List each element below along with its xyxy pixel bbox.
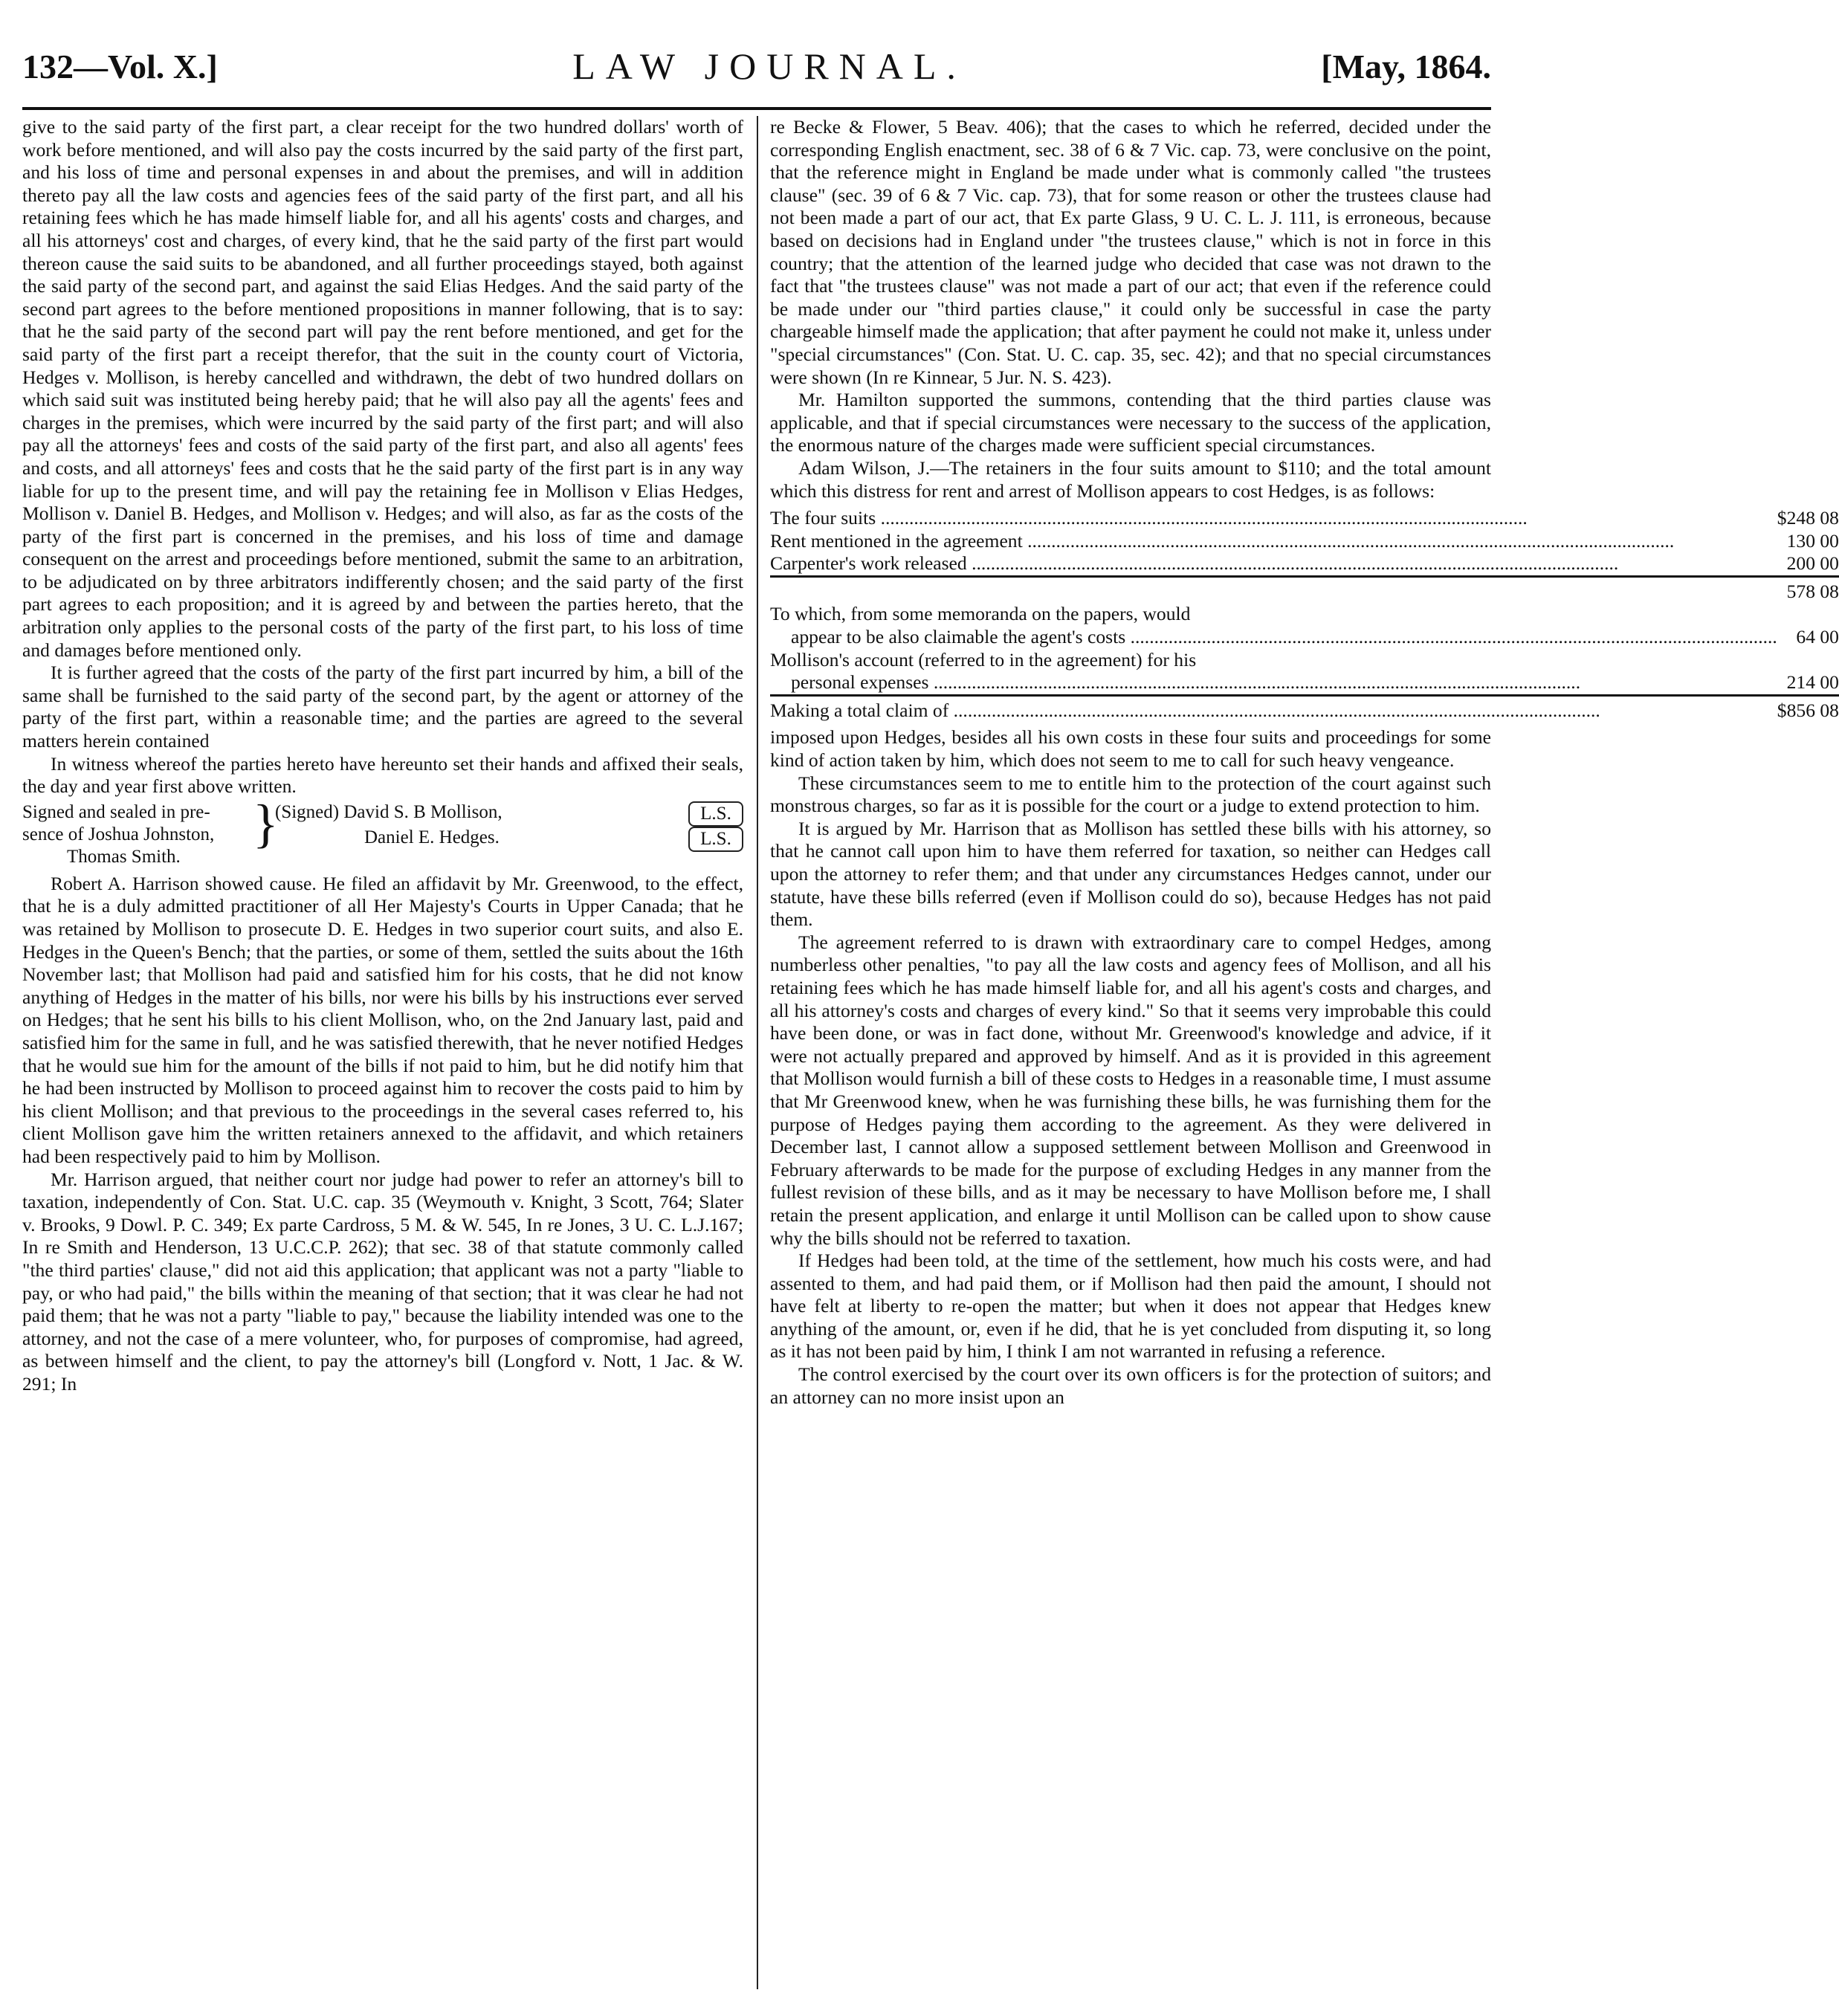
signature-witnesses: Signed and sealed in pre- sence of Joshua Johnston, Thomas Smith. (22, 801, 215, 867)
cost-table (770, 507, 1839, 722)
signature-signers: (Signed) David S. B Mollison, L.S. Daniel E. Hedges. L.S. (275, 801, 743, 868)
signature-block (22, 793, 743, 868)
journal-page (22, 33, 1839, 1995)
table-row: Rent mentioned in the agreement ..... 130 00 (770, 530, 1839, 553)
settlement-paragraph: If Hedges had been told, at the time of the settlement, how much his costs were, and had assented to them, and had paid them, or if Mollison had then paid the amount, I should not have felt at liberty to re-open the matter; but when it does not appear that Hedges knew anything of the amount, or, even if he did, that he is yet concluded from disputing it, so long as it has not been paid by him, I think I am not warranted in refusing a reference. (770, 1250, 1491, 1363)
table-row: Mollison's account (referred to in the agreement) for his (770, 648, 1197, 671)
harrison-argument-paragraph: It is argued by Mr. Harrison that as Mollison has settled these bills with his attorney, so that he cannot call upon him to have them referred for taxation, so neither can Hedges call upon the attorney to refer them; and that under any circumstances Hedges cannot, under our statute, have these bills referred (even if Mollison could do so), because Hedges has not paid them. (770, 817, 1491, 931)
agreement-analysis-paragraph: The agreement referred to is drawn with extraordinary care to compel Hedges, among numberless other penalties, "to pay all the law costs and agency fees of Mollison, and all his retaining fees which he has made himself liable for, and all his agent's costs and charges, and all his attorney's costs and charges of every kind." So that it seems very improbable this could have been done, or was in fact done, without Mr. Greenwood's knowledge and advice, if it were not actually prepared and approved by himself. And as it is provided in this agreement that Mollison would furnish a bill of these costs to Hedges in a reasonable time, I must assume that Mr Greenwood knew, when he was furnishing these bills, he was furnishing them for the purpose of Hedges paying them according to the agreement. As they were delivered in December last, I cannot allow a supposed settlement between Mollison and Greenwood in February afterwards to be made for the purpose of excluding Hedges in any manner from the fullest revision of these bills, and as it may be necessary to have Mollison before me, I shall retain the present application, and enlarge it until Mollison can be called upon to show cause why the bills should not be referred to taxation. (770, 931, 1491, 1249)
cause-paragraph: Robert A. Harrison showed cause. He filed an affidavit by Mr. Greenwood, to the effect, that he is a duly admitted practitioner of all Her Majesty's Courts in Upper Canada; that he was retained by Mollison to prosecute D. E. Hedges in two superior court suits, and also E. Hedges in the Queen's Bench; that the parties, or some of them, settled the suits about the 16th November last; that Mollison had paid and satisfied him for his costs, that he did not know anything of Hedges in the matter of his bills, nor were his bills by his instructions ever served on Hedges; that he sent his bills to his client Mollison, who, on the 2nd January last, paid and satisfied him for the same in full, and he was satisfied therewith, that he never notified Hedges that he would sue him for the amount of the bills if not paid to him, but he did notify him that he had been instructed by Mollison to proceed against him to recover the costs paid to him by his client Mollison; and that previous to the proceedings in the several cases referred to, his client Mollison gave him the written retainers annexed to the affidavit, and which retainers had been respectively paid to him by Mollison. (22, 872, 743, 1167)
protection-paragraph: These circumstances seem to me to entitle him to the protection of the court against such monstrous charges, so far as it is possible for the court or a judge to extend protection to him. (770, 772, 1491, 817)
brace-glyph: } (253, 793, 279, 853)
table-row: Carpenter's work released ..... 200 00 (770, 552, 1839, 576)
subtotal-row: 578 08 (770, 576, 1839, 603)
header-volume: 132—Vol. X.] (22, 47, 218, 85)
total-row: Making a total claim of ..... $856 08 (770, 695, 1839, 722)
control-paragraph: The control exercised by the court over its own officers is for the protection of suitors; and an attorney can no more insist upon an (770, 1363, 1491, 1408)
seal-mark: L.S. (688, 801, 743, 827)
vengeance-paragraph: imposed upon Hedges, besides all his own costs in these four suits and proceedings for some kind of action taken by him, which does not seem to me to call for such heavy vengeance. (770, 726, 1491, 772)
seal-mark: L.S. (688, 827, 743, 852)
header-journal-title: LAW JOURNAL. (572, 45, 966, 87)
table-row: To which, from some memoranda on the papers, would (770, 603, 1191, 625)
witness-paragraph: In witness whereof the parties hereto have hereunto set their hands and affixed their seals, the day and year first above written. (22, 752, 743, 798)
agreement-costs-paragraph: It is further agreed that the costs of the party of the first part incurred by him, a bill of the same shall be furnished to the said party of the second part, by the agent or attorney of the party of the first part, within a reasonable time; and the parties are agreed to the several matters herein contained (22, 662, 743, 752)
table-row: personal expenses ..... 214 00 (770, 671, 1839, 695)
hamilton-paragraph: Mr. Hamilton supported the summons, contending that the third parties clause was applicable, and that if special circumstances were necessary to the success of the application, the enormous nature of the charges made were sufficient special circumstances. (770, 389, 1491, 456)
agreement-paragraph: give to the said party of the first part, a clear receipt for the two hundred dollars' worth of work before mentioned, and will also pay the costs incurred by the said party of the first part, and his loss of time and personal expenses in and about the premises, and will in addition thereto pay all the law costs and agencies fees of the said party of the first part, and all his retaining fees which he has made himself liable for, and all his agents' costs and charges, and all his attorneys' cost and charges, of every kind, that he the said party of the first part would thereon cause the said suits to be abandoned, and all further proceedings stayed, both against the said party of the second part, and against the said Elias Hedges. And the said party of the second part agrees to the before mentioned propositions in manner following, that is to say: that he the said party of the second part will pay the rent before mentioned, and get for the said party of the first part a receipt therefor, that the suit in the county court of Victoria, Hedges v. Mollison, is hereby cancelled and withdrawn, the debt of two hundred dollars on which said suit was instituted being hereby paid; that he will also pay all the agents' fees and charges in the premises, which were incurred by the said party of the first part; and will also pay all the attorneys' fees and costs of the said party of the first part, and also all agents' fees and costs, and all attorneys' fees and costs that he the said party of the first part is in any way liable for up to the present time, and will pay the retaining fee in Mollison v Elias Hedges, Mollison v. Daniel B. Hedges, and Mollison v. Hedges; and will also, as far as the costs of the party of the first part is concerned in the premises, and his loss of time and damage consequent on the arrest and proceedings before mentioned, submit the same to an arbitration, to be adjudicated on by three arbitrators indifferently chosen; and the said party of the first part agrees to each proposition; and it is agreed by and between the parties hereto, that the arbitration only applies to the personal costs of the party of the first part, to his loss of time and damages before mentioned only. (22, 116, 743, 661)
page-header (22, 33, 1491, 100)
table-row: The four suits ..... $248 08 (770, 507, 1839, 530)
argument-continued-paragraph: re Becke & Flower, 5 Beav. 406); that the cases to which he referred, decided under the corresponding English enactment, sec. 38 of 6 & 7 Vic. cap. 73, were conclusive on the point, that the reference might in England be made under what is commonly called "the trustees clause" (sec. 39 of 6 & 7 Vic. cap. 73), that for some reason or other the trustees clause had not been made a part of our act, that Ex parte Glass, 9 U. C. L. J. 111, is erroneous, because based on decisions had in England under "the trustees clause," which is not in force in this country; that the attention of the learned judge who decided that case was not drawn to the fact that "the trustees clause" was not made a part of our act; that even if the reference could be made under our "third parties clause," it could only be successful in case the party chargeable himself made the application; that after payment he could not make it, unless under "special circumstances" (Con. Stat. U. C. cap. 35, sec. 42); and that no special circumstances were shown (In re Kinnear, 5 Jur. N. S. 423). (770, 116, 1491, 388)
header-rule (22, 107, 1491, 110)
right-column (770, 116, 1839, 1989)
judgment-opening-paragraph: Adam Wilson, J.—The retainers in the four suits amount to $110; and the total amount which this distress for rent and arrest of Mollison appears to cost Hedges, is as follows: (770, 456, 1491, 502)
header-date: [May, 1864. (1321, 47, 1491, 85)
table-row: appear to be also claimable the agent's costs ..... 64 00 (770, 626, 1839, 649)
left-column (22, 116, 743, 1989)
argument-paragraph: Mr. Harrison argued, that neither court nor judge had power to refer an attorney's bill to taxation, independently of Con. Stat. U.C. cap. 35 (Weymouth v. Knight, 3 Scott, 764; Slater v. Brooks, 9 Dowl. P. C. 349; Ex parte Cardross, 5 M. & W. 545, In re Jones, 3 U. C. L.J.167; In re Smith and Henderson, 13 U.C.C.P. 262); that sec. 38 of that statute commonly called "the third parties' clause," did not aid this application; that applicant was not a party "liable to pay, or who had paid," the bills within the meaning of that section; that it was clear he had not paid them; that he was not a party "liable to pay," because the liability intended was one to the attorney, and not the case of a mere volunteer, who, for purposes of compromise, had agreed, as between himself and the client, to pay the attorney's bill (Longford v. Nott, 1 Jac. & W. 291; In (22, 1168, 743, 1395)
column-divider (757, 116, 758, 1989)
